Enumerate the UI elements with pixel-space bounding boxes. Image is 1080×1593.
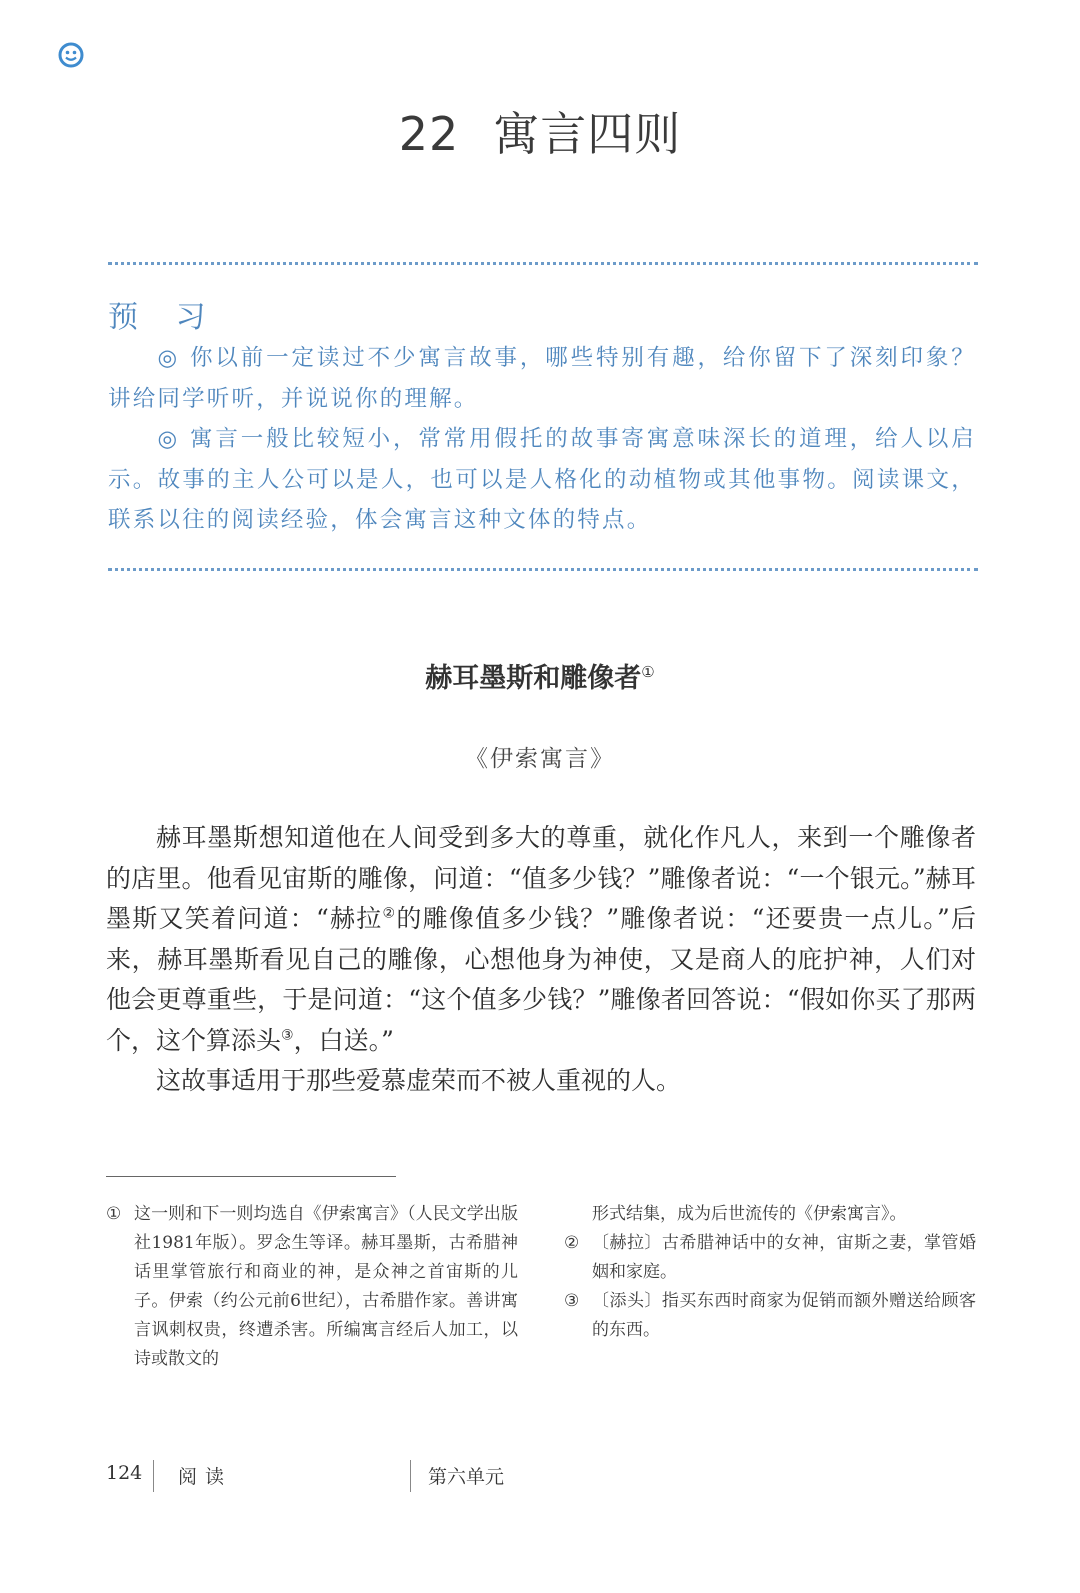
footnote-2-marker: ② (564, 1233, 580, 1253)
story-text-part-2: 的雕像值多少钱？”雕像者说：“还要贵一点儿。”后来，赫耳墨斯看见自己的雕像，心想他身为神使，又是商人的庇护神，人们对他会更尊重些，于是问道：“这个值多少钱？”雕像者回答说：“假如你买了那两个，这个算添头 (106, 904, 976, 1055)
footnote-1 (106, 1200, 518, 1374)
footnote-1-text: 这一则和下一则均选自《伊索寓言》（人民文学出版社1981年版）。罗念生等译。赫耳墨斯，古希腊神话里掌管旅行和商业的神，是众神之首宙斯的儿子。伊索（约公元前6世纪），古希腊作家。善讲寓言讽刺权贵，终遭杀害。所编寓言经后人加工，以诗或散文的 (134, 1204, 518, 1369)
page-footer (106, 1462, 976, 1498)
footnote-3 (564, 1287, 976, 1345)
footer-unit-name: 第六单元 (428, 1466, 505, 1488)
preview-heading: 预 习 (108, 300, 220, 335)
footnote-marker-2[interactable]: ② (382, 905, 397, 922)
story-title (0, 656, 1080, 695)
preview-paragraph-2: ◎ 寓言一般比较短小，常常用假托的故事寄寓意味深长的道理，给人以启示。故事的主人公可以是人，也可以是人格化的动植物或其他事物。阅读课文，联系以往的阅读经验，体会寓言这种文体的特点。 (108, 426, 976, 533)
preview-bottom-divider (108, 568, 978, 571)
footnote-marker-3[interactable]: ③ (281, 1027, 294, 1044)
footnotes-left-column (106, 1200, 518, 1374)
story-body (106, 818, 976, 1102)
footer-section-name: 阅读 (178, 1466, 233, 1488)
lesson-title-text: 寓言四则 (493, 107, 682, 161)
footnotes-right-column (564, 1200, 976, 1345)
footnote-2-text: 〔赫拉〕古希腊神话中的女神，宙斯之妻，掌管婚姻和家庭。 (592, 1233, 976, 1282)
preview-top-divider (108, 262, 978, 265)
story-text-part-3: ，白送。” (293, 1025, 394, 1055)
footnote-3-marker: ③ (564, 1291, 580, 1311)
story-paragraph-2: 这故事适用于那些爱慕虚荣而不被人重视的人。 (156, 1066, 682, 1095)
smiley-face-icon (58, 42, 84, 68)
story-source: 《伊索寓言》 (465, 746, 615, 772)
story-paragraph-1 (106, 818, 976, 1061)
preview-paragraph-1: ◎ 你以前一定读过不少寓言故事，哪些特别有趣，给你留下了深刻印象？讲给同学听听，并说说你的理解。 (108, 345, 976, 412)
story-title-text: 赫耳墨斯和雕像者 (425, 663, 642, 694)
footnote-rule (106, 1176, 396, 1177)
page-number: 124 (106, 1462, 143, 1484)
lesson-title (0, 98, 1080, 164)
footnote-3-text: 〔添头〕指买东西时商家为促销而额外赠送给顾客的东西。 (592, 1291, 976, 1340)
footnote-1-marker: ① (106, 1204, 122, 1224)
footer-separator-2 (410, 1460, 411, 1492)
footer-separator-1 (153, 1460, 154, 1492)
footnote-1-continuation: 形式结集，成为后世流传的《伊索寓言》。 (592, 1204, 907, 1224)
preview-section (108, 338, 976, 541)
lesson-number: 22 (398, 107, 460, 161)
story-text-part-1: 赫耳墨斯想知道他在人间受到多大的尊重，就化作凡人，来到一个雕像者的店里。他看见宙斯的雕像，问道：“值多少钱？”雕像者说：“一个银元。”赫耳墨斯又笑着问道：“赫拉 (106, 823, 976, 933)
story-title-footnote-marker[interactable]: ① (641, 663, 655, 681)
footnote-2 (564, 1229, 976, 1287)
